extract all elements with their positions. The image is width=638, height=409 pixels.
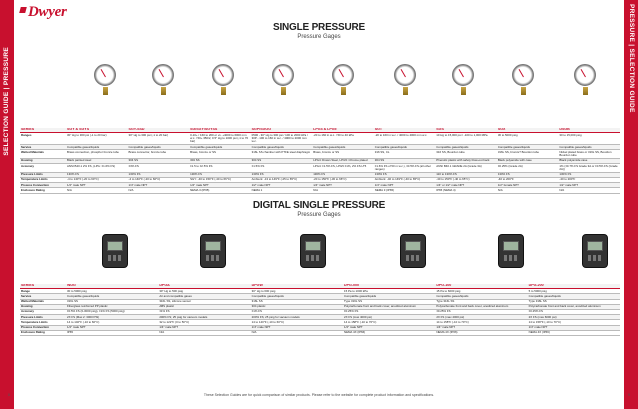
table-cell: 304 plastic xyxy=(251,304,343,309)
table-row xyxy=(20,133,620,145)
table-cell: 14 to 158°F (-10 to 70°C) xyxy=(528,320,620,325)
table-cell: 14 to 158°F (-10 to 70°C) xyxy=(343,320,435,325)
table-cell: 130% FS xyxy=(374,172,436,177)
table-cell: 316 SS, CL xyxy=(374,150,436,159)
table-cell: 10 Hg to 15,000 psi / -100 to 1,000 MPa xyxy=(435,133,497,145)
table-cell: ±0.5% FS (0-3000 psig), ±1% FS (5000 psig) xyxy=(66,309,158,314)
table-cell: N/A xyxy=(158,330,250,335)
digital-pressure-title: DIGITAL SINGLE PRESSURE xyxy=(252,200,386,211)
table-cell: ±1.5 to ±2.5% FS xyxy=(189,164,251,173)
table-cell: ±1.6% FS of 50 m w.c.), ±0.5% FS (all other ranges) xyxy=(374,164,436,173)
table-cell: 110 to 130% FS xyxy=(435,172,497,177)
digital-gauge-image xyxy=(300,234,326,268)
table-cell: 316L SS chamber with PTFE steel diaphragm xyxy=(251,150,313,159)
table-cell: 130% FS xyxy=(128,172,190,177)
row-label: Housing xyxy=(20,158,66,163)
table-row xyxy=(20,164,620,173)
table-cell: 1/4" male NPT xyxy=(189,183,251,188)
table-cell: Polycarbonate front and back cover, anodized aluminum xyxy=(528,304,620,309)
table-cell: 1/4" or 1/2" male NPT xyxy=(435,183,497,188)
table-cell: Ambient: -13 to 149°F (-25 to 65°C) xyxy=(251,177,313,182)
table-cell: Black polyamide case xyxy=(558,158,620,163)
digital-gauge-image xyxy=(400,234,426,268)
table-cell: -40 to 200°F xyxy=(558,177,620,182)
table-cell: 316L SS xyxy=(251,299,343,304)
table-cell: Polycarbonate front and back cover, anodized aluminum xyxy=(435,304,527,309)
table-cell: 200% FS; 25 psig for vacuum models xyxy=(158,315,250,320)
table-cell: Brass connector, bronze tube xyxy=(128,150,190,159)
table-cell: 1/4" male NPT xyxy=(374,183,436,188)
row-label: Temperature Limits xyxy=(20,320,66,325)
gauge-image xyxy=(94,64,116,86)
gauge-image xyxy=(452,64,474,86)
table-cell: N/A xyxy=(558,188,620,193)
table-cell: -20 to 160 in w.c. / 50 to 40 kPa xyxy=(312,133,374,145)
table-cell: 2X FS (max 4000 psi) xyxy=(343,315,435,320)
table-cell: 1/4" male NPT xyxy=(312,183,374,188)
table-cell: 2X FS (Max 2: 3000 PSI) xyxy=(66,315,158,320)
table-cell: N/A xyxy=(497,188,559,193)
table-cell: 1/2" female NPT xyxy=(497,183,559,188)
table-cell: 15 Pa to 6000 psig xyxy=(435,289,527,294)
table-cell: Nickel plated brass or 316L SS, Bourdon Bourdon tube xyxy=(558,150,620,159)
row-label: Accuracy xyxy=(20,164,66,173)
gauge-image xyxy=(332,64,354,86)
left-side-tab-label: SELECTION GUIDE | PRESSURE xyxy=(3,47,10,156)
row-label: Pressure Limits xyxy=(20,315,66,320)
table-cell: Compatible gases/liquids xyxy=(497,145,559,150)
table-cell: Brass connection, phosphor bronze tube xyxy=(66,150,128,159)
column-header: DPG-200 xyxy=(528,284,620,289)
table-cell: 130% FS xyxy=(251,172,313,177)
digital-gauge-image xyxy=(102,234,128,268)
table-cell: NEMA 4X (IP66) xyxy=(343,330,435,335)
table-cell: 200% FS; 25 psig for vacuum models xyxy=(251,315,343,320)
table-cell: 30" Hg to 300 psi (-1 to 20 bar) xyxy=(66,133,128,145)
table-cell: Compatible gases/liquids xyxy=(343,294,435,299)
table-cell: 130% FS xyxy=(558,172,620,177)
table-cell: 30" Hg to 500 psig xyxy=(158,289,250,294)
column-header: SGX xyxy=(497,128,559,133)
brand-name: Dwyer xyxy=(28,4,67,20)
table-cell: 1% (±0.7% FS Grade 3A or ±0.5% FS (Grade 2A)) xyxy=(558,164,620,173)
single-pressure-heading xyxy=(0,22,638,40)
table-cell: 2X FS (max 6000 psi) xyxy=(528,315,620,320)
table-cell: ANSI B40.1 2% FS, (LPG: ±1.6% FS) xyxy=(66,164,128,173)
digital-gauge-image xyxy=(200,234,226,268)
digital-gauge-image xyxy=(582,234,608,268)
page-number-left: 8 xyxy=(8,393,10,397)
table-cell: 30 to 15,000 psig xyxy=(558,133,620,145)
column-header: DSGB xyxy=(558,128,620,133)
table-cell: 1/2" male NPT xyxy=(558,183,620,188)
table-cell: 1/4" male NPT xyxy=(128,183,190,188)
table-cell: Type 316L SS xyxy=(435,299,527,304)
table-cell: ANSI B40.1 GRADE 2A (Grade 3A) xyxy=(435,164,497,173)
table-cell: ±0.25% FS xyxy=(435,309,527,314)
single-pressure-table xyxy=(20,128,620,194)
column-header: LPG4 & LPG5 xyxy=(312,128,374,133)
table-cell: Brass, bronze or SS xyxy=(189,150,251,159)
table-cell: 15 Pa to 1000 kPa xyxy=(343,289,435,294)
column-header: SERIES xyxy=(20,284,66,289)
table-cell: Polycarbonate front and back cover, anodized aluminum xyxy=(343,304,435,309)
digital-pressure-heading xyxy=(0,200,638,218)
table-cell: ±3% FS xyxy=(128,164,190,173)
table-cell: 1/4" male NPT xyxy=(66,183,128,188)
table-cell: ABS plastic xyxy=(158,304,250,309)
column-header: DPGW xyxy=(251,284,343,289)
column-header: SGP/SGOG xyxy=(251,128,313,133)
gauge-image xyxy=(272,64,294,86)
table-cell: 130% FS xyxy=(497,172,559,177)
table-cell: 5 to 5000 psig xyxy=(528,289,620,294)
table-cell: Compatible gases/liquids xyxy=(435,294,527,299)
table-cell: Brass, bronze or SS xyxy=(312,150,374,159)
column-header: DPG-000 xyxy=(343,284,435,289)
row-label: Process Connection xyxy=(20,183,66,188)
table-cell: 1/4" male NPT xyxy=(343,325,435,330)
table-cell: 304 SS xyxy=(128,158,190,163)
table-cell: ±1% FS xyxy=(158,309,250,314)
table-cell: 30 to 5000 psig xyxy=(497,133,559,145)
page-number-right: 9 xyxy=(628,393,630,397)
row-label: Enclosure Rating xyxy=(20,330,66,335)
digital-gauge-image xyxy=(498,234,524,268)
table-cell: LPG4: Drawn Steel, LPG5: Chrome plated xyxy=(312,158,374,163)
row-label: Wetted Materials xyxy=(20,150,66,159)
table-cell: 14 to 140°F (-10 to 60°C) xyxy=(251,320,343,325)
table-cell: Compatible gases/liquids xyxy=(251,145,313,150)
table-cell: 130% FS xyxy=(312,172,374,177)
table-cell: 1/2" male NPT xyxy=(251,183,313,188)
row-label: Pressure Limits xyxy=(20,172,66,177)
right-side-tab-label: PRESSURE | SELECTION GUIDE xyxy=(628,4,635,113)
table-cell: ±0.25% FS xyxy=(528,309,620,314)
table-cell: IP65 xyxy=(66,330,158,335)
table-cell: Phenolic plastic with safety blow-out back xyxy=(435,158,497,163)
table-cell: NEMA 4X (IP66) xyxy=(528,330,620,335)
table-cell: 1/4" male NPT xyxy=(528,325,620,330)
row-label: Range xyxy=(20,289,66,294)
table-cell: -40 to 200°F xyxy=(497,177,559,182)
table-cell: Fiberglass reinforced PP plastic xyxy=(66,304,158,309)
table-cell: LPG4: ±1.5% FS, LPG5 ±1%, 2% FS LT5 xyxy=(312,164,374,173)
table-cell: 0-10+ / 160 to 200 or vs. +4000 to 6000 mm w.c. / 50+ 350/2, 0.5" Hg to 1000 psi (-1 to 70 bar) xyxy=(189,133,251,145)
table-cell: 316L SS xyxy=(66,299,158,304)
table-cell: NEMA 3 (IP65) xyxy=(189,188,251,193)
row-label: Temperature Limits xyxy=(20,177,66,182)
table-row xyxy=(20,188,620,193)
table-cell: -40 to 150°F (-40 to 65°C) xyxy=(435,177,497,182)
table-cell: 30 to 5000 psig xyxy=(66,289,158,294)
column-header: SERIES xyxy=(20,128,66,133)
gauge-image xyxy=(394,64,416,86)
table-cell: -20 to 160 in w.c. / 4000 to 4000 mm w.c. xyxy=(374,133,436,145)
gauge-image xyxy=(512,64,534,86)
table-cell: Type 316L SS xyxy=(343,299,435,304)
single-pressure-title: SINGLE PRESSURE xyxy=(272,22,366,33)
table-cell: 14 to 140°F (-10 to 60°C) xyxy=(66,320,158,325)
table-row xyxy=(20,150,620,159)
table-cell: 304 SS xyxy=(374,158,436,163)
table-cell: NEMA 1 xyxy=(251,188,313,193)
table-cell: ±1% FS xyxy=(251,309,343,314)
table-cell: ±0.25% FS xyxy=(343,309,435,314)
table-cell: ±1.5% FS xyxy=(251,164,313,173)
table-cell: 2X FS (max 4000 psi) xyxy=(435,315,527,320)
table-cell: NEMA 3 (IP65) xyxy=(374,188,436,193)
table-cell: Compatible gases/liquids xyxy=(66,294,158,299)
row-label: Wetted Materials xyxy=(20,299,66,304)
single-pressure-subtitle: Pressure Gages xyxy=(297,34,341,40)
table-cell: 130% FS xyxy=(66,172,128,177)
table-cell: Compatible gases/liquids xyxy=(66,145,128,150)
row-label: Ranges xyxy=(20,133,66,145)
table-cell: -4 to 140°F (-20 to 60°C) xyxy=(128,177,190,182)
column-header: WDG xyxy=(66,284,158,289)
column-header: SGY-SSD xyxy=(128,128,190,133)
table-cell: -20 to 150°F (-30 to 66°C) xyxy=(312,177,374,182)
table-cell: 304 SS xyxy=(251,158,313,163)
table-cell: 316 SS, Bourdon tube xyxy=(435,150,497,159)
table-cell: 316L SS, bronze? Bourdon tube xyxy=(497,150,559,159)
column-header: SG/SGY/SGYSS xyxy=(189,128,251,133)
table-cell: 0500 - 30" Hg to 300 psi / 100 to 2000 kPa / 30P - 100 to 160 in w.c. / 4000 to 2000 mm w.c. xyxy=(251,133,313,145)
brand-logo xyxy=(20,4,67,21)
gauge-image xyxy=(152,64,174,86)
row-label: Service xyxy=(20,294,66,299)
table-cell: Compatible gases/liquids xyxy=(189,145,251,150)
row-label: Service xyxy=(20,145,66,150)
table-cell: N/A xyxy=(66,188,128,193)
table-cell: N/A xyxy=(312,188,374,193)
row-label: Process Connection xyxy=(20,325,66,330)
table-cell: 304 SS xyxy=(189,158,251,163)
table-cell: 1/4" male NPT xyxy=(251,325,343,330)
table-cell: 14 to 158°F (-10 to 70°C) xyxy=(435,320,527,325)
table-cell: Compatible gases/liquids xyxy=(435,145,497,150)
table-cell: 30" Hg to 300 psi (-1 to 20 bar) xyxy=(128,133,190,145)
footer-note: These Selection Guides are for quick comparison of similar products. Please refer to the website for complete product information and specifications. xyxy=(203,393,435,397)
table-cell: 130% FS xyxy=(189,172,251,177)
table-cell: Black polyamide with case xyxy=(497,158,559,163)
single-gauge-images xyxy=(22,64,622,124)
table-cell: -4 to 140°F (-20 to 60°C) xyxy=(66,177,128,182)
column-header: SGS xyxy=(435,128,497,133)
table-cell: Compatible gases/liquids xyxy=(558,145,620,150)
column-header: DPG-100 xyxy=(435,284,527,289)
digital-pressure-table xyxy=(20,284,620,336)
table-cell: Type 316L SS xyxy=(528,299,620,304)
table-cell: 30" Hg to 600 psig xyxy=(251,289,343,294)
row-label: Enclosure Rating xyxy=(20,188,66,193)
table-cell: Black painted steel xyxy=(66,158,128,163)
table-cell: Compatible gases/liquids xyxy=(128,145,190,150)
table-cell: N/A xyxy=(128,188,190,193)
table-cell: ±0.25% (Grade 2A) xyxy=(497,164,559,173)
table-cell: 1/4" male NPT xyxy=(158,325,250,330)
table-cell: 32 to 122°F (0 to 50°C) xyxy=(158,320,250,325)
table-cell: 316L SS, silicone sensor xyxy=(158,299,250,304)
table-row xyxy=(20,330,620,335)
table-cell: Ambient: -40 to 149°F (-40 to 65°C) xyxy=(374,177,436,182)
table-cell: Air and compatible gases xyxy=(158,294,250,299)
row-label: Accuracy xyxy=(20,309,66,314)
table-cell: NEMA 4X (IP66) xyxy=(435,330,527,335)
table-cell: SGY: -40 to 150°F (-40 to 66°C) xyxy=(189,177,251,182)
gauge-image xyxy=(574,64,596,86)
table-cell: N/A xyxy=(251,330,343,335)
table-cell: Compatible gases/liquids xyxy=(374,145,436,150)
column-header: SGY & SGYS xyxy=(66,128,128,133)
table-cell: 1/4" male NPT xyxy=(435,325,527,330)
table-cell: Compatible gases/liquids xyxy=(528,294,620,299)
table-cell: 1/4" male NPT xyxy=(66,325,158,330)
digital-pressure-subtitle: Pressure Gages xyxy=(297,212,341,218)
column-header: SGT xyxy=(374,128,436,133)
table-cell: Compatible gases/liquids xyxy=(251,294,343,299)
gauge-image xyxy=(212,64,234,86)
row-label: Housing xyxy=(20,304,66,309)
table-cell: IP65 (NEMA 4) xyxy=(435,188,497,193)
column-header: DPGA xyxy=(158,284,250,289)
table-cell: Compatible gases/liquids xyxy=(312,145,374,150)
